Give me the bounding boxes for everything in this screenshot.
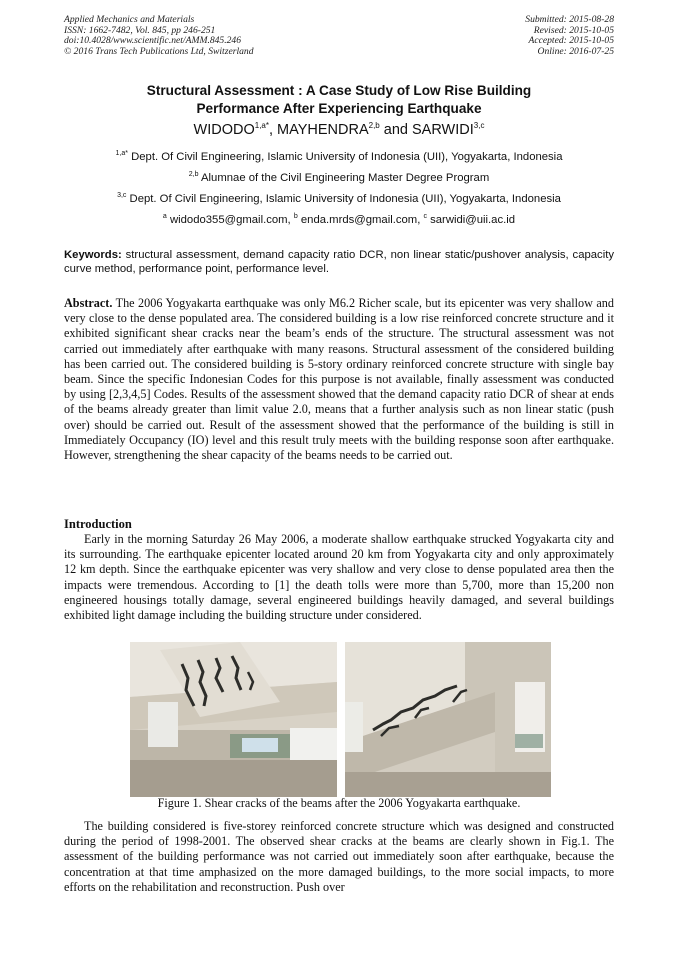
online-date: Online: 2016-07-25: [537, 45, 614, 57]
affiliation-1-sup: 1,a*: [115, 150, 128, 158]
submitted-date: Submitted: 2015-08-28: [525, 14, 614, 25]
journal-header-right: [525, 15, 614, 57]
affiliation-2-sup: 2,b: [188, 171, 199, 179]
email-b[interactable]: enda.mrds@gmail.com,: [297, 214, 424, 226]
figure-1-photo-right: [345, 642, 551, 797]
paper-title: [64, 82, 614, 118]
affiliation-2: [64, 172, 614, 185]
keywords: [64, 248, 614, 277]
author-1: WIDODO: [193, 122, 255, 138]
author-list: [64, 121, 614, 139]
introduction-heading: Introduction: [64, 517, 132, 531]
journal-name: Applied Mechanics and Materials: [64, 14, 195, 25]
email-a-sup: a: [162, 213, 167, 221]
author-emails: [64, 214, 614, 227]
author-3-sup: 3,c: [473, 121, 485, 131]
email-a[interactable]: widodo355@gmail.com,: [166, 214, 294, 226]
email-c-sup: c: [423, 213, 427, 221]
affiliation-3-sup: 3,c: [117, 192, 127, 200]
figure-1-photo-left: [130, 642, 337, 797]
abstract: [64, 296, 614, 463]
author-separator: ,: [268, 122, 278, 138]
author-3: SARWIDI: [412, 122, 474, 138]
affiliation-2-text: Alumnae of the Civil Engineering Master Degree Program: [198, 172, 490, 184]
introduction-paragraph-2: The building considered is five-storey reinforced concrete structure which was designed and constructed during the period of 1998-2001. The observed shear cracks at the beams are clearly shown in Fig.1. The assessment of the building performance was not carried out immediately soon after earthquake, because the concentration at that time amphasized on the more damaged buildings, to the more social impacts, to more efforts on the rehabilitation and reconstruction. Push over: [64, 819, 614, 894]
doi: doi:10.4028/www.scientific.net/AMM.845.246: [64, 35, 242, 47]
keywords-label: Keywords:: [64, 249, 122, 261]
author-2: MAYHENDRA: [277, 122, 369, 138]
copyright: © 2016 Trans Tech Publications Ltd, Switzerland: [64, 45, 254, 57]
email-b-sup: b: [293, 213, 298, 221]
affiliation-1-text: Dept. Of Civil Engineering, Islamic University of Indonesia (UII), Yogyakarta, Indonesia: [127, 151, 563, 163]
title-line-1: Structural Assessment : A Case Study of Low Rise Building: [146, 83, 532, 98]
author-and: and: [379, 122, 412, 138]
revised-date: Revised: 2015-10-05: [533, 24, 614, 36]
journal-header-left: [64, 15, 254, 57]
email-c[interactable]: sarwidi@uii.ac.id: [426, 214, 516, 226]
keywords-text: structural assessment, demand capacity ratio DCR, non linear static/pushover analysis, capacity curve method, performance point, performance level.: [64, 249, 614, 276]
issn: ISSN: 1662-7482, Vol. 845, pp 246-251: [64, 24, 216, 36]
author-1-sup: 1,a*: [254, 121, 269, 131]
affiliation-1: [64, 151, 614, 164]
introduction-paragraph-1: Early in the morning Saturday 26 May 2006, a moderate shallow earthquake strucked Yogyakarta city and its surrounding. The earthquake epicenter located around 20 km from Yogyakarta city and only approximately 12 km depth. Since the earthquake epicenter was very shallow and very close to dense populated area then the impacts were tremendous. According to [1] the death tolls were more than 5,700, more than 15,200 non engineered housings totally damage, several engineered buildings heavily damaged, and several buildings exhibited light damage including the building structure under considered.: [64, 532, 614, 623]
accepted-date: Accepted: 2015-10-05: [528, 35, 614, 47]
figure-1-caption: Figure 1. Shear cracks of the beams after the 2006 Yogyakarta earthquake.: [157, 796, 521, 810]
abstract-label: Abstract.: [64, 296, 113, 310]
author-2-sup: 2,b: [368, 121, 380, 131]
abstract-text: The 2006 Yogyakarta earthquake was only M6.2 Richer scale, but its epicenter was very shallow and very close to the dense populated area. The considered building is a low rise reinforced concrete structure and it exhibited significant shear cracks near the beam’s ends of the structure. The structural assessment was not carried out immediately after earthquake with many reasons. Structural assessment of the considered building has been carried out. The considered building is 5-story ordinary reinforced concrete structure with single bay beam. Since the specific Indonesian Codes for this purpose is not available, finally assessment was conducted by using [2,3,4,5] Codes. Results of the assessment showed that the demand capacity ratio DCR of shear at ends of the beams already greater than limit value 2.0, means that a further analysis such as non linear static (push over) should be carried out. Result of the assessment showed that the performance of the building is still in Immediately Occupancy (IO) level and this result truly meets with the building response soon after earthquake. However, strengthening the shear capacity of the beams needs to be carried out.: [64, 296, 614, 463]
affiliation-3: [64, 193, 614, 206]
title-line-2: Performance After Experiencing Earthquake: [196, 101, 482, 116]
affiliation-3-text: Dept. Of Civil Engineering, Islamic University of Indonesia (UII), Yogyakarta, Indonesia: [126, 193, 561, 205]
